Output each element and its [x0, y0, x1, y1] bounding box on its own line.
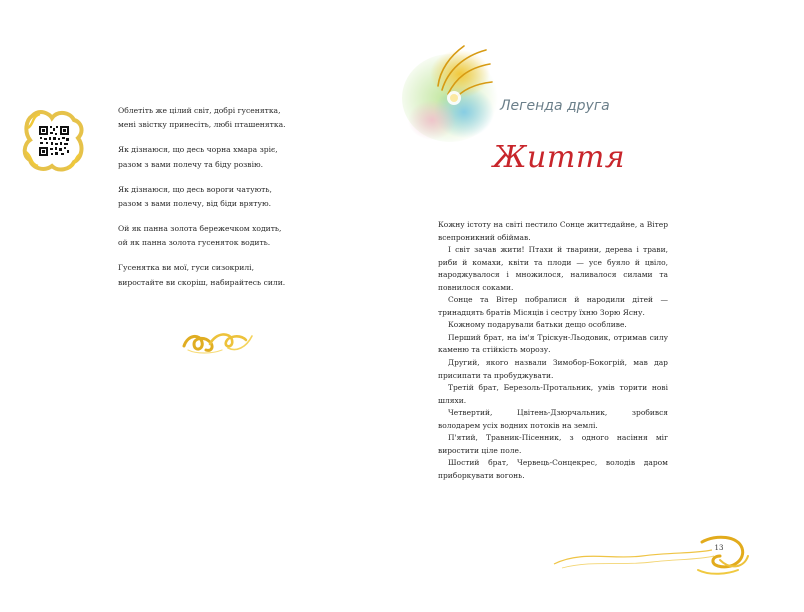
poem-stanza: Ой як панна золота бережечком ходить, ой як панна золота гусеняток водить. — [118, 223, 282, 248]
gold-swirl-ornament-icon — [182, 326, 254, 360]
poem-stanza: Як дізнаюся, що десь чорна хмара зріє, разом з вами полечу та біду розвію. — [118, 145, 278, 169]
poem-stanza: Облетіть же цілий світ, добрі гусенятка, мені звістку принесіть, любі пташенятка. — [118, 106, 286, 130]
gold-wave-ornament-icon — [552, 530, 752, 580]
paragraph: І світ зачав жити! Птахи й тварини, дерева і трави, риби й комахи, квіти та плоди — усе буяло й цвіло, народжувалося і множилося, наливалося силами та повнилося соками. — [438, 245, 668, 292]
poem — [118, 104, 308, 301]
right-page — [402, 0, 804, 612]
paragraph: Перший брат, на ім'я Тріскун-Льодовик, отримав силу каменю та стійкість морозу. — [438, 332, 668, 355]
page-number: 13 — [714, 544, 724, 552]
legend-title: Легенда друга — [500, 98, 610, 114]
poem-stanza: Як дізнаюся, що десь вороги чатують, разом з вами полечу, від біди врятую. — [118, 184, 272, 209]
poem-stanza: Гусенятка ви мої, гуси сизокрилі, виростайте ви скоріш, набирайтесь сили. — [118, 263, 286, 287]
paragraph: Сонце та Вітер побралися й народили дітей — тринадцять братів Місяців і сестру їхню Зорю Ясну. — [438, 295, 668, 317]
chapter-title: Життя — [492, 140, 626, 175]
paragraph: Третій брат, Березоль-Протальник, умів торити нові шляхи. — [438, 383, 668, 405]
paragraph: Шостий брат, Червець-Сонцекрес, володів даром приборкувати вогонь. — [438, 458, 668, 480]
paragraph: Кожну істоту на світі пестило Сонце життєдайне, а Вітер всепроникний обіймав. — [438, 220, 668, 242]
watercolor-splash-illustration — [402, 40, 522, 154]
paragraph: Четвертий, Цвітень-Дзюрчальник, зробився володарем усіх водних потоків на землі. — [438, 408, 668, 430]
paragraph: Другий, якого назвали Зимобор-Бокогрій, мав дар присипати та пробуджувати. — [438, 358, 668, 380]
paragraph: Кожному подарували батьки дещо особливе. — [448, 320, 627, 330]
qr-code-icon[interactable] — [22, 108, 86, 174]
paragraph: П'ятий, Травник-Пісенник, з одного насіння міг виростити ціле поле. — [438, 433, 668, 455]
story-text — [438, 219, 668, 482]
